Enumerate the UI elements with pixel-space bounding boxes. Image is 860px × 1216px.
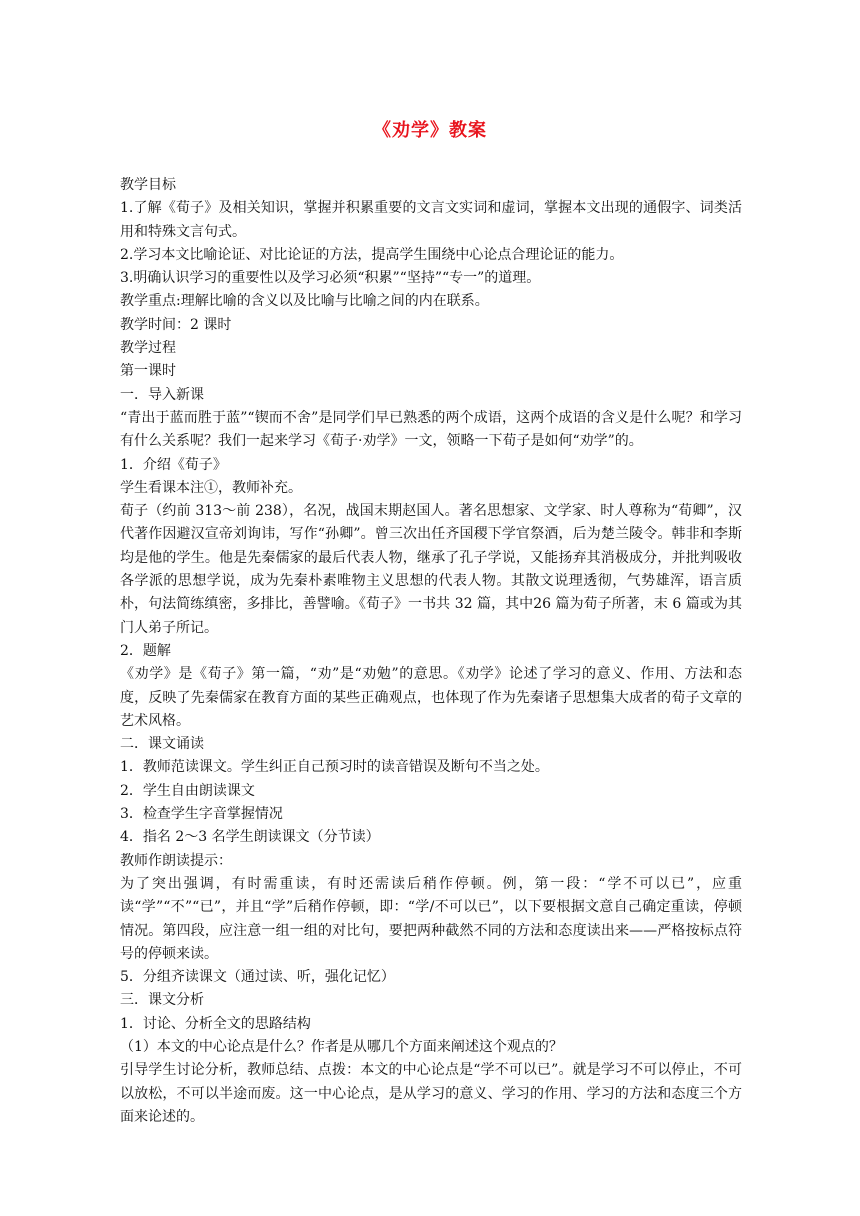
- subsection-heading: 1．讨论、分析全文的思路结构: [120, 1015, 311, 1032]
- paragraph: 荀子（约前 313～前 238），名况，战国末期赵国人。著名思想家、文学家、时人尊称为“荀卿”，汉代著作因避汉宣帝刘询讳，写作“孙卿”。曾三次出任齐国稷下学官祭酒，后为楚兰陵令。韩非和李斯均是他的学生。他是先秦儒家的最后代表人物，继承了孔子学说，又能扬弃其消极成分，并批判吸收各学派的思想学说，成为先秦朴素唯物主义思想的代表人物。其散文说理透彻，气势雄浑，语言质朴，句法简练缜密，多排比，善譬喻。《荀子》一书共 32 篇，其中26 篇为荀子所著，末 6 篇或为其门人弟子所记。: [120, 503, 742, 636]
- objective-item: 3.明确认识学习的重要性以及学习必须“积累”“坚持”“专一”的道理。: [120, 270, 541, 287]
- document-body: [120, 174, 742, 1129]
- paragraph: 引导学生讨论分析，教师总结、点拨：本文的中心论点是“学不可以已”。就是学习不可以停止，不可以放松，不可以半途而废。这一中心论点，是从学习的意义、学习的作用、学习的方法和态度三个方面来论述的。: [120, 1062, 742, 1125]
- list-item: 3．检查学生字音掌握情况: [120, 806, 283, 823]
- section-heading: 二．课文诵读: [120, 736, 204, 753]
- paragraph: 学生看课本注①，教师补充。: [120, 479, 302, 496]
- teaching-time: 教学时间：2 课时: [120, 316, 232, 333]
- question: （1）本文的中心论点是什么？作者是从哪几个方面来阐述这个观点的？: [120, 1038, 563, 1055]
- subsection-heading: 2．题解: [120, 642, 171, 659]
- section-heading: 教学目标: [120, 177, 176, 193]
- subsection-heading: 1．介绍《荀子》: [120, 456, 227, 473]
- document-title: 《劝学》教案: [373, 120, 487, 141]
- paragraph: 教师作朗读提示：: [120, 852, 232, 869]
- section-heading: 教学过程: [120, 340, 176, 357]
- objective-item: 2.学习本文比喻论证、对比论证的方法，提高学生围绕中心论点合理论证的能力。: [120, 246, 624, 263]
- key-point: 教学重点:理解比喻的含义以及比喻与比喻之间的内在联系。: [120, 293, 489, 310]
- paragraph: “青出于蓝而胜于蓝”“锲而不舍”是同学们早已熟悉的两个成语，这两个成语的含义是什么呢？和学习有什么关系呢？我们一起来学习《荀子·劝学》一文，领略一下荀子是如何“劝学”的。: [120, 409, 742, 450]
- list-item: 4．指名 2～3 名学生朗读课文（分节读）: [120, 829, 380, 846]
- list-item: 2．学生自由朗读课文: [120, 782, 255, 799]
- paragraph: 《劝学》是《荀子》第一篇，“劝”是“劝勉”的意思。《劝学》论述了学习的意义、作用、方法和态度，反映了先秦儒家在教育方面的某些正确观点，也体现了作为先秦诸子思想集大成者的荀子文章的艺术风格。: [120, 666, 742, 729]
- section-heading: 一．导入新课: [120, 386, 204, 403]
- objective-item: 1.了解《荀子》及相关知识，掌握并积累重要的文言文实词和虚词，掌握本文出现的通假字、词类活用和特殊文言句式。: [120, 200, 742, 240]
- paragraph: 为了突出强调，有时需重读，有时还需读后稍作停顿。例，第一段：“学不可以已”，应重读“学”“不”“已”，并且“学”后稍作停顿，即：“学/不可以已”，以下要根据文意自己确定重读，停顿情况。第四段，应注意一组一组的对比句，要把两种截然不同的方法和态度读出来——严格按标点符号的停顿来读。: [120, 875, 742, 962]
- lesson-heading: 第一课时: [120, 363, 176, 380]
- section-heading: 三．课文分析: [120, 992, 204, 1009]
- list-item: 1．教师范读课文。学生纠正自己预习时的读音错误及断句不当之处。: [120, 759, 549, 776]
- list-item: 5．分组齐读课文（通过读、听，强化记忆）: [120, 969, 395, 986]
